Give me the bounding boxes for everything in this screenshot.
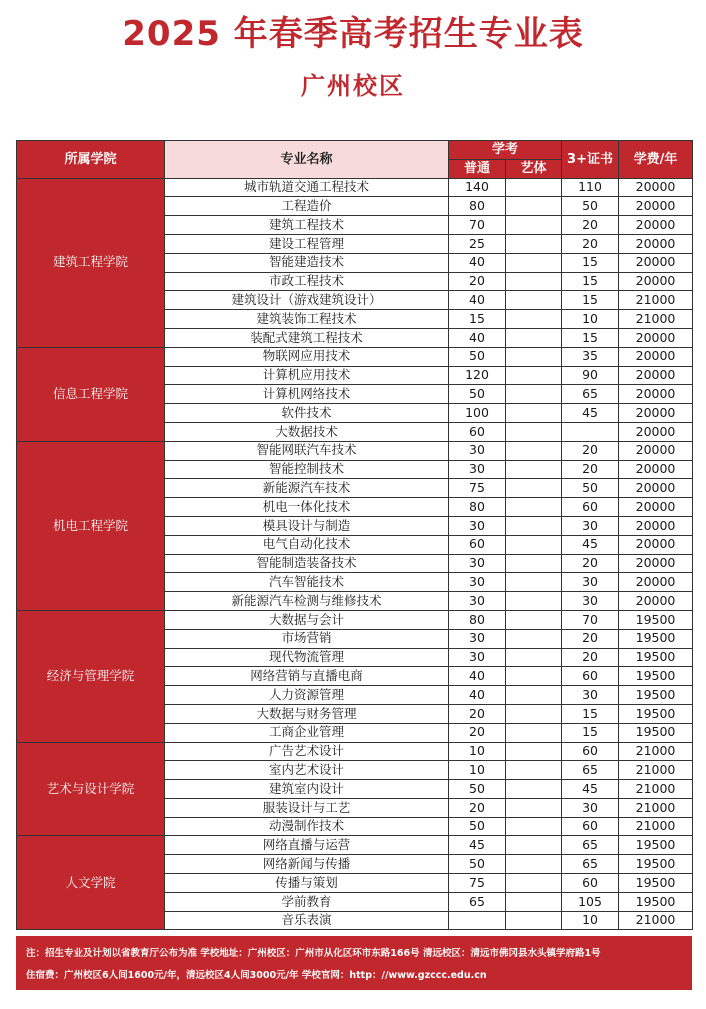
college-name-cell: 机电工程学院: [17, 441, 165, 610]
putong-count-cell: 20: [449, 272, 506, 291]
cert-count-cell: 105: [562, 892, 619, 911]
cert-count-cell: 110: [562, 178, 619, 197]
fee-cell: 20000: [619, 272, 693, 291]
major-name-cell: 建筑室内设计: [165, 780, 449, 799]
yikao-count-cell: [506, 798, 562, 817]
fee-cell: 19500: [619, 874, 693, 893]
yikao-count-cell: [506, 253, 562, 272]
putong-count-cell: 70: [449, 216, 506, 235]
major-name-cell: 服装设计与工艺: [165, 798, 449, 817]
fee-cell: 21000: [619, 911, 693, 930]
major-name-cell: 模具设计与制造: [165, 516, 449, 535]
cert-count-cell: 20: [562, 216, 619, 235]
cert-count-cell: 60: [562, 742, 619, 761]
table-row: [17, 610, 693, 629]
fee-cell: 20000: [619, 554, 693, 573]
cert-count-cell: 20: [562, 648, 619, 667]
yikao-count-cell: [506, 422, 562, 441]
fee-cell: 20000: [619, 347, 693, 366]
fee-cell: 21000: [619, 817, 693, 836]
putong-count-cell: 20: [449, 723, 506, 742]
fee-cell: 19500: [619, 704, 693, 723]
table-row: [17, 178, 693, 197]
table-row: [17, 441, 693, 460]
major-name-cell: 现代物流管理: [165, 648, 449, 667]
fee-cell: 20000: [619, 479, 693, 498]
page-title: 2025 年春季高考招生专业表: [122, 14, 584, 54]
fee-cell: 20000: [619, 385, 693, 404]
major-name-cell: 机电一体化技术: [165, 498, 449, 517]
fee-cell: 19500: [619, 855, 693, 874]
putong-count-cell: 30: [449, 441, 506, 460]
major-name-cell: 网络直播与运营: [165, 836, 449, 855]
campus-subtitle: 广州校区: [301, 72, 405, 100]
fee-cell: 20000: [619, 441, 693, 460]
yikao-count-cell: [506, 535, 562, 554]
major-name-cell: 新能源汽车检测与维修技术: [165, 592, 449, 611]
yikao-count-cell: [506, 441, 562, 460]
yikao-count-cell: [506, 592, 562, 611]
putong-count-cell: 30: [449, 592, 506, 611]
major-name-cell: 工程造价: [165, 197, 449, 216]
fee-cell: 21000: [619, 291, 693, 310]
putong-count-cell: 80: [449, 197, 506, 216]
yikao-count-cell: [506, 516, 562, 535]
yikao-count-cell: [506, 817, 562, 836]
putong-count-cell: 40: [449, 328, 506, 347]
major-name-cell: 网络营销与直播电商: [165, 667, 449, 686]
putong-count-cell: 80: [449, 610, 506, 629]
cert-count-cell: 45: [562, 780, 619, 799]
cert-count-cell: 15: [562, 723, 619, 742]
fee-cell: 19500: [619, 667, 693, 686]
yikao-count-cell: [506, 234, 562, 253]
cert-count-cell: 50: [562, 197, 619, 216]
cert-count-cell: 20: [562, 234, 619, 253]
fee-cell: 20000: [619, 535, 693, 554]
fee-cell: 20000: [619, 178, 693, 197]
cert-count-cell: 15: [562, 328, 619, 347]
major-name-cell: 工商企业管理: [165, 723, 449, 742]
cert-count-cell: 60: [562, 667, 619, 686]
fee-cell: 19500: [619, 892, 693, 911]
putong-count-cell: 80: [449, 498, 506, 517]
putong-count-cell: 30: [449, 629, 506, 648]
yikao-count-cell: [506, 366, 562, 385]
major-name-cell: 智能建造技术: [165, 253, 449, 272]
college-name-cell: 艺术与设计学院: [17, 742, 165, 836]
header-major: 专业名称: [165, 141, 449, 179]
major-name-cell: 广告艺术设计: [165, 742, 449, 761]
major-name-cell: 城市轨道交通工程技术: [165, 178, 449, 197]
yikao-count-cell: [506, 197, 562, 216]
cert-count-cell: 60: [562, 874, 619, 893]
footer-notes: [16, 936, 692, 990]
putong-count-cell: 75: [449, 479, 506, 498]
putong-count-cell: 65: [449, 892, 506, 911]
yikao-count-cell: [506, 911, 562, 930]
major-name-cell: 建筑设计（游戏建筑设计）: [165, 291, 449, 310]
major-name-cell: 音乐表演: [165, 911, 449, 930]
major-name-cell: 汽车智能技术: [165, 573, 449, 592]
yikao-count-cell: [506, 460, 562, 479]
cert-count-cell: 90: [562, 366, 619, 385]
major-name-cell: 建筑工程技术: [165, 216, 449, 235]
college-name-cell: 人文学院: [17, 836, 165, 930]
putong-count-cell: 30: [449, 573, 506, 592]
yikao-count-cell: [506, 291, 562, 310]
putong-count-cell: 10: [449, 742, 506, 761]
major-name-cell: 网络新闻与传播: [165, 855, 449, 874]
fee-cell: 20000: [619, 573, 693, 592]
yikao-count-cell: [506, 216, 562, 235]
footer-line-2: 住宿费：广州校区6人间1600元/年，清远校区4人间3000元/年 学校官网：http：//www.gzccc.edu.cn: [26, 970, 487, 981]
cert-count-cell: 30: [562, 516, 619, 535]
cert-count-cell: 70: [562, 610, 619, 629]
header-putong: 普通: [449, 159, 506, 178]
major-name-cell: 物联网应用技术: [165, 347, 449, 366]
putong-count-cell: 45: [449, 836, 506, 855]
yikao-count-cell: [506, 610, 562, 629]
fee-cell: 20000: [619, 197, 693, 216]
cert-count-cell: 35: [562, 347, 619, 366]
cert-count-cell: 30: [562, 798, 619, 817]
putong-count-cell: 10: [449, 761, 506, 780]
cert-count-cell: 30: [562, 592, 619, 611]
cert-count-cell: 65: [562, 761, 619, 780]
yikao-count-cell: [506, 272, 562, 291]
putong-count-cell: 30: [449, 516, 506, 535]
cert-count-cell: 15: [562, 272, 619, 291]
putong-count-cell: 50: [449, 817, 506, 836]
fee-cell: 20000: [619, 592, 693, 611]
footer-line-1: 注：招生专业及计划以省教育厅公布为准 学校地址：广州校区：广州市从化区环市东路166号 清远校区：清远市佛冈县水头镇学府路1号: [26, 948, 601, 959]
fee-cell: 19500: [619, 629, 693, 648]
table-row: [17, 347, 693, 366]
putong-count-cell: 20: [449, 704, 506, 723]
fee-cell: 20000: [619, 328, 693, 347]
putong-count-cell: [449, 911, 506, 930]
header-yikao: 艺体: [506, 159, 562, 178]
yikao-count-cell: [506, 686, 562, 705]
cert-count-cell: 15: [562, 253, 619, 272]
yikao-count-cell: [506, 648, 562, 667]
major-name-cell: 新能源汽车技术: [165, 479, 449, 498]
yikao-count-cell: [506, 498, 562, 517]
header-cert: 3+证书: [562, 141, 619, 179]
cert-count-cell: 10: [562, 911, 619, 930]
fee-cell: 19500: [619, 686, 693, 705]
fee-cell: 21000: [619, 780, 693, 799]
major-name-cell: 学前教育: [165, 892, 449, 911]
yikao-count-cell: [506, 385, 562, 404]
yikao-count-cell: [506, 310, 562, 329]
fee-cell: 20000: [619, 422, 693, 441]
yikao-count-cell: [506, 742, 562, 761]
fee-cell: 21000: [619, 798, 693, 817]
cert-count-cell: 60: [562, 817, 619, 836]
major-name-cell: 智能控制技术: [165, 460, 449, 479]
cert-count-cell: 15: [562, 704, 619, 723]
major-name-cell: 市政工程技术: [165, 272, 449, 291]
major-name-cell: 室内艺术设计: [165, 761, 449, 780]
yikao-count-cell: [506, 178, 562, 197]
fee-cell: 20000: [619, 498, 693, 517]
yikao-count-cell: [506, 761, 562, 780]
major-name-cell: 智能网联汽车技术: [165, 441, 449, 460]
yikao-count-cell: [506, 479, 562, 498]
fee-cell: 19500: [619, 648, 693, 667]
cert-count-cell: 65: [562, 385, 619, 404]
yikao-count-cell: [506, 780, 562, 799]
fee-cell: 19500: [619, 836, 693, 855]
cert-count-cell: 20: [562, 441, 619, 460]
fee-cell: 20000: [619, 460, 693, 479]
putong-count-cell: 15: [449, 310, 506, 329]
cert-count-cell: 10: [562, 310, 619, 329]
cert-count-cell: 30: [562, 686, 619, 705]
putong-count-cell: 100: [449, 404, 506, 423]
putong-count-cell: 40: [449, 291, 506, 310]
fee-cell: 20000: [619, 516, 693, 535]
major-name-cell: 智能制造装备技术: [165, 554, 449, 573]
major-name-cell: 软件技术: [165, 404, 449, 423]
college-name-cell: 信息工程学院: [17, 347, 165, 441]
putong-count-cell: 60: [449, 422, 506, 441]
putong-count-cell: 75: [449, 874, 506, 893]
major-name-cell: 人力资源管理: [165, 686, 449, 705]
putong-count-cell: 60: [449, 535, 506, 554]
yikao-count-cell: [506, 554, 562, 573]
putong-count-cell: 40: [449, 667, 506, 686]
cert-count-cell: 45: [562, 404, 619, 423]
college-name-cell: 经济与管理学院: [17, 610, 165, 742]
header-college: 所属学院: [17, 141, 165, 179]
putong-count-cell: 50: [449, 347, 506, 366]
major-name-cell: 大数据与会计: [165, 610, 449, 629]
cert-count-cell: 65: [562, 836, 619, 855]
yikao-count-cell: [506, 328, 562, 347]
cert-count-cell: 30: [562, 573, 619, 592]
cert-count-cell: [562, 422, 619, 441]
yikao-count-cell: [506, 855, 562, 874]
cert-count-cell: 65: [562, 855, 619, 874]
yikao-count-cell: [506, 892, 562, 911]
table-row: [17, 742, 693, 761]
major-name-cell: 动漫制作技术: [165, 817, 449, 836]
college-name-cell: 建筑工程学院: [17, 178, 165, 347]
yikao-count-cell: [506, 874, 562, 893]
header-fee: 学费/年: [619, 141, 693, 179]
putong-count-cell: 40: [449, 686, 506, 705]
major-name-cell: 传播与策划: [165, 874, 449, 893]
putong-count-cell: 30: [449, 460, 506, 479]
cert-count-cell: 60: [562, 498, 619, 517]
cert-count-cell: 50: [562, 479, 619, 498]
fee-cell: 21000: [619, 310, 693, 329]
putong-count-cell: 30: [449, 648, 506, 667]
fee-cell: 20000: [619, 404, 693, 423]
fee-cell: 20000: [619, 366, 693, 385]
yikao-count-cell: [506, 723, 562, 742]
major-name-cell: 市场营销: [165, 629, 449, 648]
header-xuekao: 学考: [449, 141, 562, 160]
putong-count-cell: 50: [449, 385, 506, 404]
fee-cell: 19500: [619, 610, 693, 629]
fee-cell: 20000: [619, 234, 693, 253]
fee-cell: 20000: [619, 253, 693, 272]
major-name-cell: 计算机应用技术: [165, 366, 449, 385]
putong-count-cell: 140: [449, 178, 506, 197]
putong-count-cell: 20: [449, 798, 506, 817]
yikao-count-cell: [506, 704, 562, 723]
yikao-count-cell: [506, 667, 562, 686]
putong-count-cell: 120: [449, 366, 506, 385]
fee-cell: 21000: [619, 761, 693, 780]
major-name-cell: 大数据与财务管理: [165, 704, 449, 723]
yikao-count-cell: [506, 573, 562, 592]
cert-count-cell: 20: [562, 629, 619, 648]
major-name-cell: 大数据技术: [165, 422, 449, 441]
cert-count-cell: 45: [562, 535, 619, 554]
major-name-cell: 装配式建筑工程技术: [165, 328, 449, 347]
major-name-cell: 计算机网络技术: [165, 385, 449, 404]
putong-count-cell: 50: [449, 780, 506, 799]
putong-count-cell: 50: [449, 855, 506, 874]
fee-cell: 19500: [619, 723, 693, 742]
major-name-cell: 电气自动化技术: [165, 535, 449, 554]
table-row: [17, 836, 693, 855]
putong-count-cell: 25: [449, 234, 506, 253]
major-name-cell: 建筑装饰工程技术: [165, 310, 449, 329]
cert-count-cell: 20: [562, 460, 619, 479]
putong-count-cell: 40: [449, 253, 506, 272]
cert-count-cell: 20: [562, 554, 619, 573]
fee-cell: 21000: [619, 742, 693, 761]
yikao-count-cell: [506, 836, 562, 855]
admissions-table: [16, 140, 693, 930]
major-name-cell: 建设工程管理: [165, 234, 449, 253]
yikao-count-cell: [506, 629, 562, 648]
table-body: [17, 178, 693, 930]
yikao-count-cell: [506, 347, 562, 366]
putong-count-cell: 30: [449, 554, 506, 573]
cert-count-cell: 15: [562, 291, 619, 310]
fee-cell: 20000: [619, 216, 693, 235]
yikao-count-cell: [506, 404, 562, 423]
